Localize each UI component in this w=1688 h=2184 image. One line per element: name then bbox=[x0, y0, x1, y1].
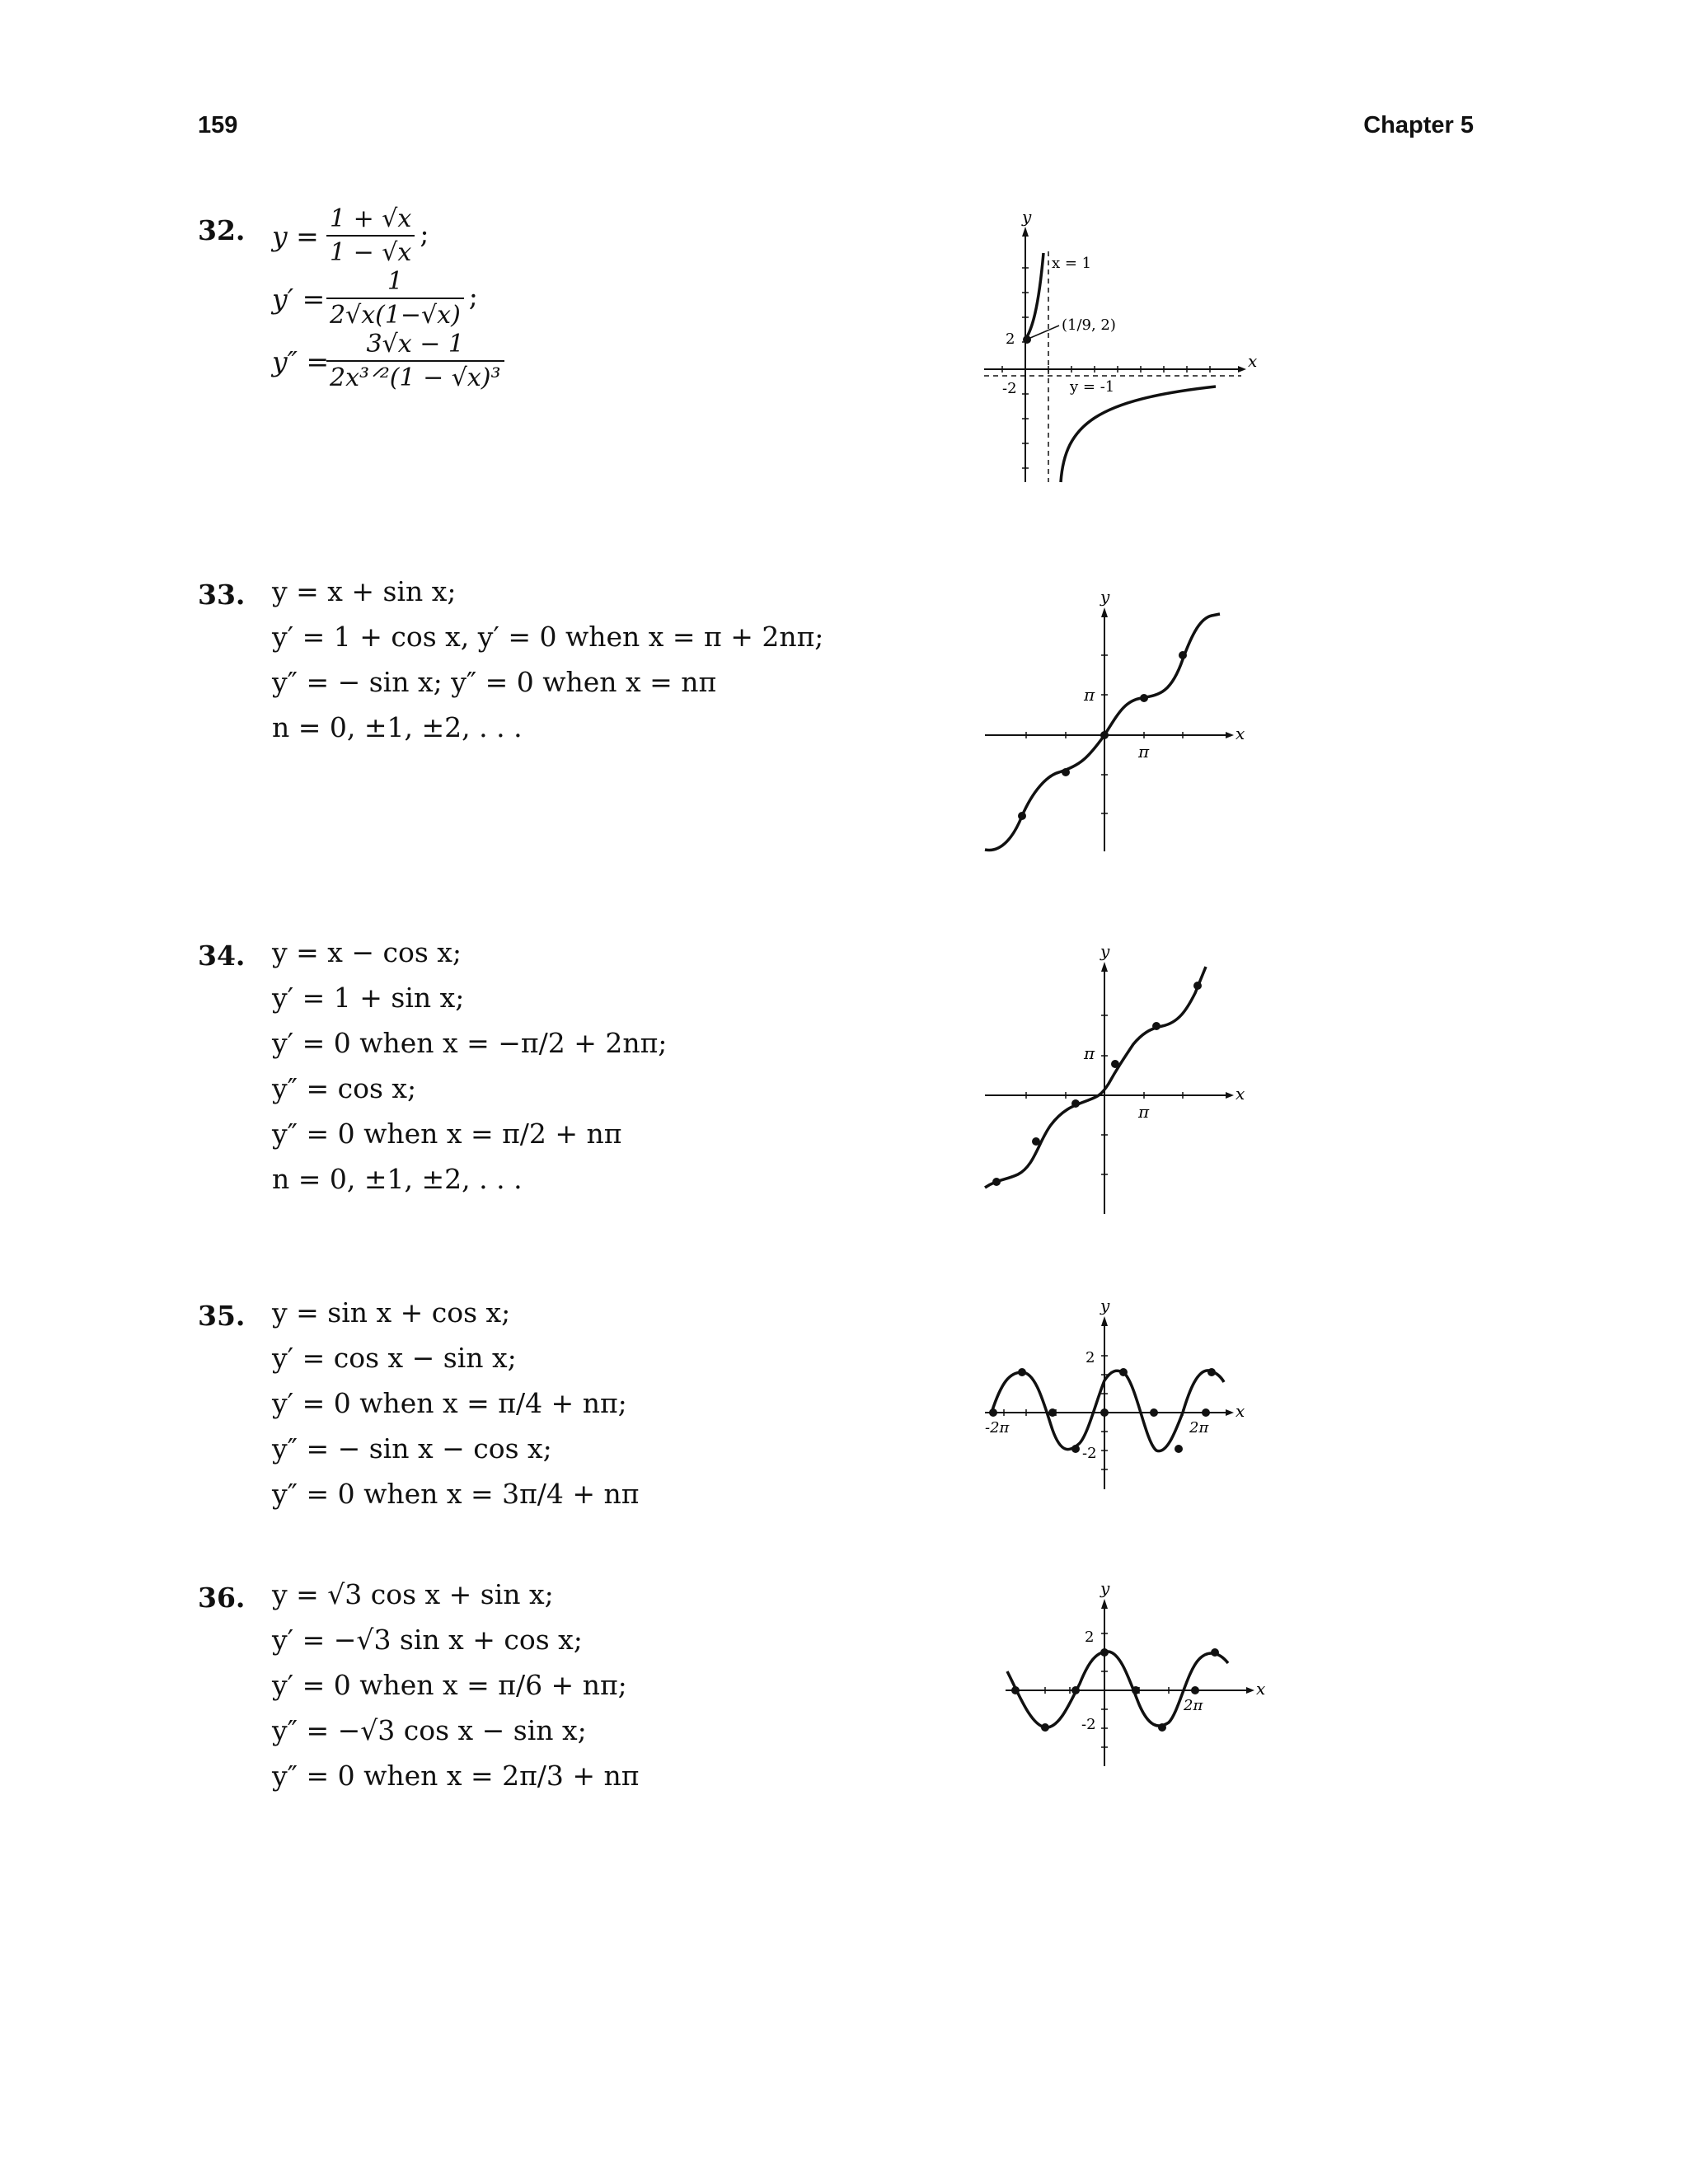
tick-label-y: 2 bbox=[1085, 1629, 1095, 1646]
y-axis-label: y bbox=[1100, 1578, 1110, 1598]
formula-line: y″ = −√3 cos x − sin x; bbox=[272, 1714, 587, 1746]
formula-line: y = x − cos x; bbox=[272, 936, 462, 968]
tick-label-x: -2π bbox=[985, 1419, 1010, 1436]
formula-line: y″ = 0 when x = 3π/4 + nπ bbox=[272, 1478, 640, 1510]
x-axis-label: x bbox=[1256, 1679, 1266, 1699]
problem-number: 34. bbox=[198, 940, 246, 972]
formula-tail: ; bbox=[468, 280, 478, 312]
graph-problem-36 bbox=[997, 1578, 1278, 1770]
formula-line: y′ = 0 when x = π/6 + nπ; bbox=[272, 1669, 627, 1701]
formula-lines bbox=[272, 930, 667, 1202]
formula-lhs: y″ = bbox=[272, 344, 330, 377]
fraction-denominator: 1 − √x bbox=[330, 238, 412, 267]
formula-line: y′ = 0 when x = −π/2 + 2nπ; bbox=[272, 1027, 668, 1059]
tick-label-y: -2 bbox=[1081, 1716, 1096, 1733]
tick-label-y: π bbox=[1084, 685, 1095, 705]
tick-label-y: -2 bbox=[1082, 1445, 1097, 1462]
formula-line: n = 0, ±1, ±2, . . . bbox=[272, 711, 523, 743]
x-axis-label: x bbox=[1236, 1084, 1245, 1104]
vertical-asymptote-label: x = 1 bbox=[1052, 255, 1092, 272]
fraction-numerator: 1 bbox=[326, 267, 464, 299]
chapter-title: Chapter 5 bbox=[1363, 112, 1474, 138]
fraction bbox=[326, 330, 504, 392]
fraction bbox=[326, 204, 415, 267]
graph-problem-32 bbox=[973, 207, 1258, 490]
x-axis-label: x bbox=[1248, 351, 1258, 371]
formula-line: y″ = − sin x; y″ = 0 when x = nπ bbox=[272, 666, 717, 698]
formula-line: y″ = 0 when x = 2π/3 + nπ bbox=[272, 1760, 640, 1792]
formula-y bbox=[272, 204, 429, 267]
formula-lines bbox=[272, 1572, 639, 1798]
x-axis-label: x bbox=[1236, 724, 1245, 743]
formula-line: y′ = −√3 sin x + cos x; bbox=[272, 1624, 583, 1656]
tick-label-y: 2 bbox=[1006, 330, 1015, 348]
fraction-denominator: 2x³ᐟ²(1 − √x)³ bbox=[330, 363, 501, 392]
formula-y-double-prime bbox=[272, 330, 509, 392]
formula-line: y′ = 1 + sin x; bbox=[272, 982, 465, 1014]
formula-line: y″ = cos x; bbox=[272, 1072, 417, 1104]
graph-problem-35 bbox=[977, 1298, 1257, 1496]
formula-line: y = x + sin x; bbox=[272, 575, 457, 607]
problem-number: 32. bbox=[198, 214, 246, 246]
formula-tail: ; bbox=[420, 218, 429, 250]
formula-lines bbox=[272, 569, 823, 750]
tick-label-x: 2π bbox=[1184, 1697, 1203, 1714]
formula-line: y″ = 0 when x = π/2 + nπ bbox=[272, 1118, 622, 1150]
fraction bbox=[326, 267, 464, 330]
formula-line: n = 0, ±1, ±2, . . . bbox=[272, 1163, 523, 1195]
point-label: (1/9, 2) bbox=[1062, 316, 1116, 334]
formula-lhs: y′ = bbox=[272, 282, 326, 315]
formula-lines bbox=[272, 1290, 639, 1516]
problem-number: 36. bbox=[198, 1582, 246, 1614]
formula-line: y′ = 1 + cos x, y′ = 0 when x = π + 2nπ; bbox=[272, 621, 824, 653]
formula-y-prime bbox=[272, 267, 478, 330]
horizontal-asymptote-label: y = -1 bbox=[1070, 378, 1115, 396]
tick-label-y: π bbox=[1084, 1043, 1095, 1063]
problem-number: 33. bbox=[198, 579, 246, 611]
formula-lhs: y = bbox=[272, 219, 319, 252]
x-axis-label: x bbox=[1236, 1401, 1245, 1421]
formula-line: y = sin x + cos x; bbox=[272, 1296, 511, 1329]
y-axis-label: y bbox=[1100, 587, 1110, 607]
y-axis-label: y bbox=[1022, 207, 1032, 227]
formula-line: y′ = cos x − sin x; bbox=[272, 1342, 517, 1374]
graph-problem-33 bbox=[977, 589, 1257, 853]
page-number: 159 bbox=[198, 112, 238, 138]
y-axis-label: y bbox=[1100, 1296, 1110, 1315]
tick-label-x: 2π bbox=[1189, 1419, 1209, 1436]
fraction-numerator: 3√x − 1 bbox=[326, 330, 504, 362]
tick-label-x: π bbox=[1138, 742, 1150, 762]
graph-problem-34 bbox=[977, 941, 1257, 1216]
y-axis-label: y bbox=[1100, 941, 1110, 961]
tick-label-y: -2 bbox=[1002, 380, 1017, 397]
tick-label-x: π bbox=[1138, 1102, 1150, 1122]
problem-number: 35. bbox=[198, 1300, 246, 1332]
fraction-denominator: 2√x(1−√x) bbox=[330, 301, 461, 330]
formula-line: y′ = 0 when x = π/4 + nπ; bbox=[272, 1387, 627, 1419]
tick-label-y: 2 bbox=[1085, 1349, 1095, 1366]
formula-line: y = √3 cos x + sin x; bbox=[272, 1578, 554, 1610]
fraction-numerator: 1 + √x bbox=[326, 204, 415, 237]
formula-line: y″ = − sin x − cos x; bbox=[272, 1432, 552, 1465]
